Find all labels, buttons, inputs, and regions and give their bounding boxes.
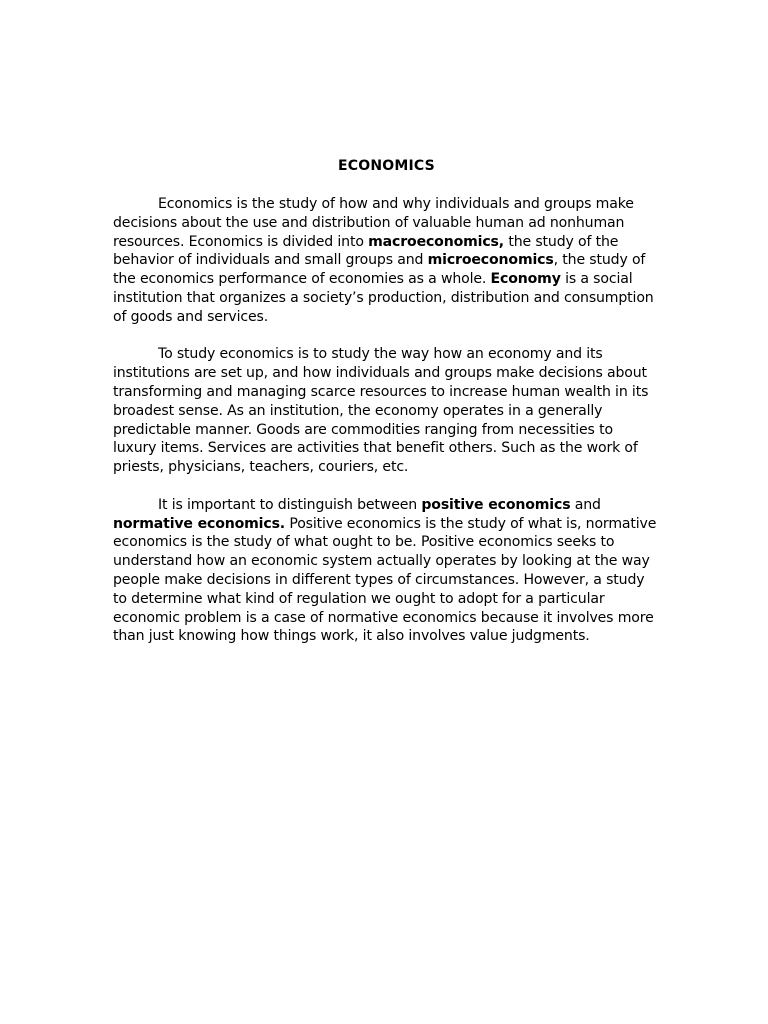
bold-term-economy: Economy bbox=[490, 271, 561, 288]
text-run: the study of the behavior of individuals and small groups and bbox=[113, 233, 619, 269]
text-run: To study economics is to study the way how an economy and its institutions are set up, and how individuals and groups make decisions about transforming and managing scarce resources to increase human wealth in its broadest sense. As an institution, the economy operates in a generally predictable manner. Goods are commodities ranging from necessities to luxury items. Services are activities that benefit others. Such as the work of priests, physicians, teachers, couriers, etc. bbox=[113, 346, 649, 476]
text-run: is a social institution that organizes a society’s production, distribution and consumption of goods and services. bbox=[113, 271, 654, 325]
bold-term-positive-economics: positive economics bbox=[421, 496, 571, 513]
bold-term-macroeconomics: macroeconomics, bbox=[368, 233, 504, 250]
text-run: , the study of the economics performance of economies as a whole. bbox=[113, 252, 646, 288]
paragraph-3 bbox=[113, 496, 660, 646]
text-run: and bbox=[570, 496, 601, 513]
text-run: Positive economics is the study of what is, normative economics is the study of what ought to be. Positive economics seeks to understand how an economic system actually operates by looking at the way people make decisions in different types of circumstances. However, a study to determine what kind of regulation we ought to adopt for a particular economic problem is a case of normative economics because it involves more than just knowing how things work, it also involves value judgments. bbox=[113, 515, 657, 645]
document-title: ECONOMICS bbox=[338, 158, 435, 174]
paragraph-2 bbox=[113, 345, 660, 477]
bold-term-normative-economics: normative economics. bbox=[113, 515, 286, 532]
text-run: Economics is the study of how and why individuals and groups make decisions about the use and distribution of valuable human ad nonhuman resources. Economics is divided into bbox=[113, 196, 634, 250]
text-run: It is important to distinguish between bbox=[158, 496, 422, 513]
document-page bbox=[113, 157, 660, 665]
paragraph-1 bbox=[113, 195, 660, 327]
bold-term-microeconomics: microeconomics bbox=[427, 252, 554, 269]
